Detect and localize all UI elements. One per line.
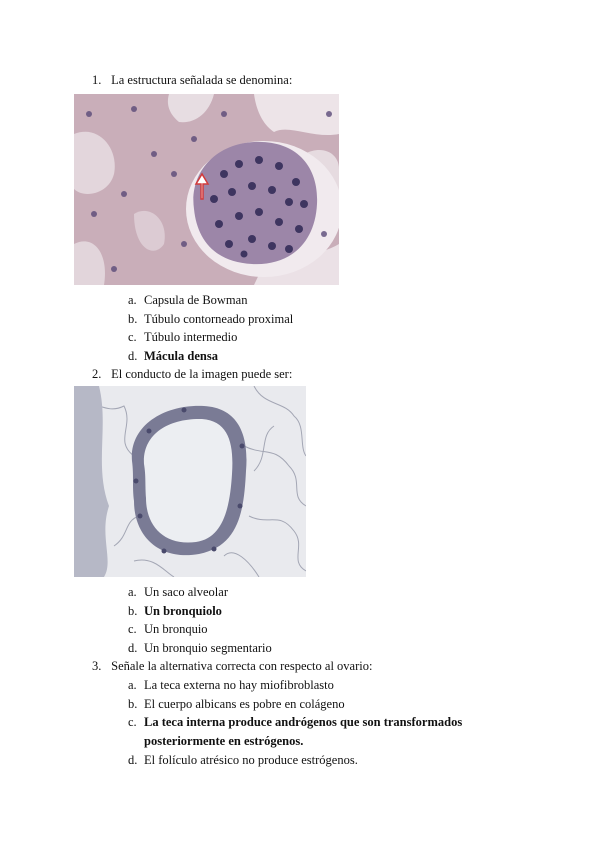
option-text: Un saco alveolar [144,585,228,599]
option-text-answer: Mácula densa [144,349,218,363]
option-letter: c. [128,330,137,344]
question-number: 2. [92,367,102,381]
option-letter: d. [128,641,138,655]
option-text: La teca externa no hay miofibroblasto [144,678,334,692]
option-text: Túbulo intermedio [144,330,238,344]
option-letter: b. [128,697,138,711]
question-number: 3. [92,659,102,673]
option-text: Un bronquio segmentario [144,641,272,655]
option-letter: c. [128,622,137,636]
question-1 [92,72,292,88]
question-text: La estructura señalada se denomina: [111,73,293,87]
option-text: Un bronquio [144,622,208,636]
option-text-answer: La teca interna produce andrógenos que son transformados [144,715,463,729]
option-letter: d. [128,753,138,767]
option-letter: b. [128,604,138,618]
option-text: Túbulo contorneado proximal [144,312,294,326]
option-text: El cuerpo albicans es pobre en colágeno [144,697,345,711]
question-text: El conducto de la imagen puede ser: [111,367,293,381]
lung-duct-histology-image [74,386,306,577]
option-text: El folículo atrésico no produce estrógenos. [144,753,358,767]
question-number: 1. [92,73,102,87]
option-letter: a. [128,585,137,599]
option-letter: b. [128,312,138,326]
option-text-answer: Un bronquiolo [144,604,222,618]
question-3 [92,658,372,674]
option-letter: c. [128,715,137,729]
option-text-answer-line2: posteriormente en estrógenos. [144,734,304,748]
question-2 [92,366,292,382]
option-letter: a. [128,293,137,307]
option-letter: d. [128,349,138,363]
option-text: Capsula de Bowman [144,293,248,307]
option-letter: a. [128,678,137,692]
glomerulus-histology-image [74,94,339,285]
question-text: Señale la alternativa correcta con respecto al ovario: [111,659,373,673]
